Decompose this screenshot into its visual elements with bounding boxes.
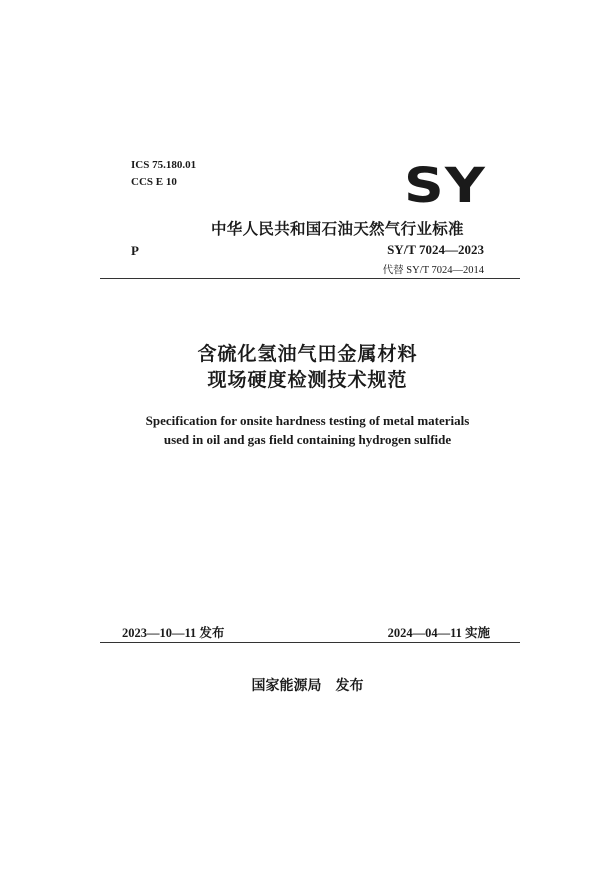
issuer-action: 发布 bbox=[335, 678, 364, 694]
english-title-line-1: Specification for onsite hardness testing of metal materials bbox=[145, 413, 470, 428]
standard-code: SY/T 7024—2023 bbox=[387, 242, 484, 257]
publish-date: 2023—10—11 发布 bbox=[122, 626, 225, 640]
standard-category-title: 中华人民共和国石油天然气行业标准 bbox=[211, 220, 464, 238]
english-title-line-2: used in oil and gas field containing hydrogen sulfide bbox=[163, 432, 452, 447]
issuer-name: 国家能源局 bbox=[251, 678, 322, 694]
ccs-code: CCS E 10 bbox=[131, 176, 177, 188]
implementation-date: 2024—04—11 实施 bbox=[387, 626, 490, 640]
chinese-title-line-2: 现场硬度检测技术规范 bbox=[207, 369, 408, 391]
top-divider bbox=[100, 278, 520, 279]
chinese-title-line-1: 含硫化氢油气田金属材料 bbox=[197, 343, 418, 365]
classification-letter: P bbox=[131, 243, 139, 258]
bottom-divider bbox=[100, 642, 520, 643]
issuer bbox=[0, 675, 615, 695]
ics-code: ICS 75.180.01 bbox=[131, 159, 197, 171]
sy-logo: SY bbox=[404, 158, 487, 214]
replaces-note: 代替 SY/T 7024—2014 bbox=[382, 265, 484, 276]
